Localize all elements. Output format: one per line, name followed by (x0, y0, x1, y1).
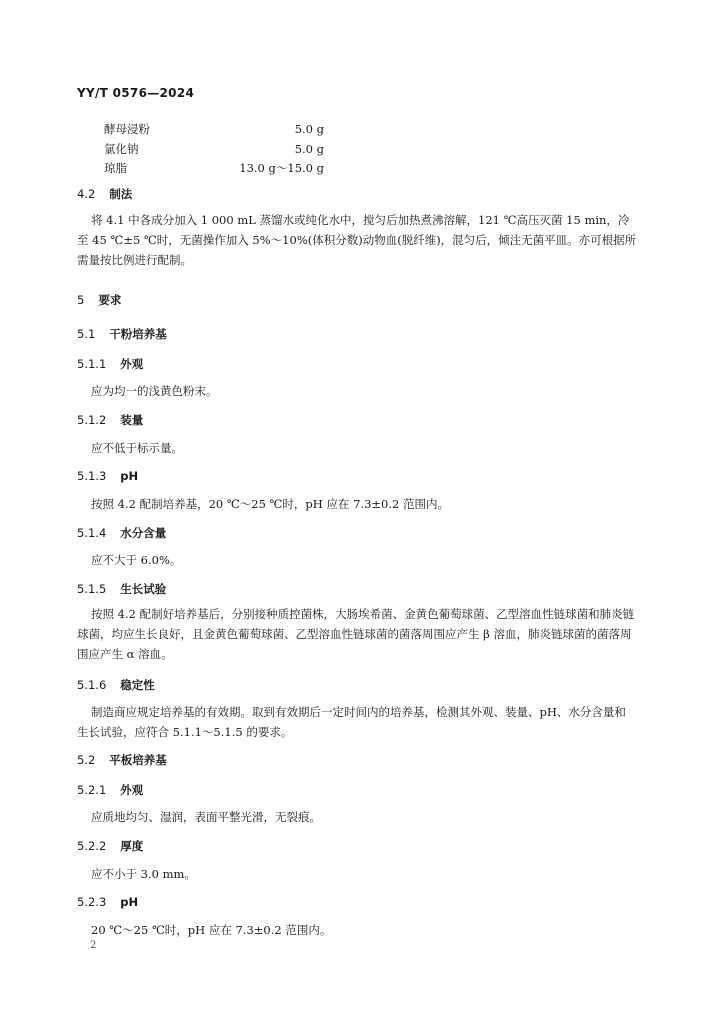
heading-5-1-3 (77, 469, 138, 483)
document-code: YY/T 0576—2024 (77, 86, 195, 100)
ingredient-row (104, 159, 324, 179)
heading-number: 5.2.2 (77, 839, 107, 853)
heading-5-2-3 (77, 895, 138, 909)
heading-number: 4.2 (77, 187, 96, 201)
paragraph-5-1-2: 应不低于标示量。 (91, 441, 183, 455)
heading-5-1 (77, 326, 167, 342)
heading-number: 5.1.1 (77, 357, 107, 371)
ingredient-amount: 5.0 g (294, 141, 324, 156)
ingredient-row (104, 140, 324, 160)
heading-5-1-6 (77, 677, 155, 693)
heading-number: 5.1.4 (77, 526, 107, 540)
heading-number: 5.2.1 (77, 783, 107, 797)
heading-title: 要求 (98, 293, 122, 307)
heading-title: 外观 (120, 783, 144, 797)
heading-5 (77, 292, 121, 308)
heading-5-1-4 (77, 525, 166, 541)
heading-number: 5.1 (77, 327, 96, 341)
ingredient-name: 酵母浸粉 (104, 122, 150, 136)
heading-title: 平板培养基 (109, 753, 167, 767)
heading-title: pH (120, 469, 139, 483)
heading-title: 生长试验 (120, 582, 167, 596)
ingredient-row (104, 120, 324, 140)
heading-number: 5 (77, 293, 85, 307)
heading-title: 制法 (109, 187, 133, 201)
heading-number: 5.2.3 (77, 895, 107, 909)
heading-number: 5.1.5 (77, 582, 107, 596)
heading-5-2 (77, 752, 167, 768)
page-number: 2 (90, 940, 97, 951)
heading-number: 5.1.2 (77, 413, 107, 427)
paragraph-5-1-3: 按照 4.2 配制培养基，20 ℃～25 ℃时，pH 应在 7.3±0.2 范围内。 (91, 497, 449, 511)
ingredient-list (104, 120, 324, 179)
heading-5-1-5 (77, 581, 166, 597)
heading-title: 厚度 (120, 839, 144, 853)
heading-5-1-2 (77, 412, 143, 428)
heading-5-1-1 (77, 356, 143, 372)
heading-title: 稳定性 (120, 678, 155, 692)
heading-title: 装量 (120, 413, 144, 427)
ingredient-amount: 13.0 g～15.0 g (239, 161, 324, 175)
paragraph-5-2-1: 应质地均匀、湿润，表面平整光滑，无裂痕。 (91, 810, 321, 824)
heading-number: 5.1.3 (77, 469, 107, 483)
heading-4-2 (77, 186, 132, 202)
paragraph-5-1-6: 制造商应规定培养基的有效期。取到有效期后一定时间内的培养基，检测其外观、装量、pH、水分含量和生长试验，应符合 5.1.1～5.1.5 的要求。 (77, 705, 626, 739)
paragraph-5-2-3: 20 ℃～25 ℃时，pH 应在 7.3±0.2 范围内。 (91, 923, 332, 937)
paragraph-5-1-4: 应不大于 6.0%。 (91, 553, 182, 567)
heading-number: 5.1.6 (77, 678, 107, 692)
heading-number: 5.2 (77, 753, 96, 767)
heading-5-2-1 (77, 782, 143, 798)
heading-title: 外观 (120, 357, 144, 371)
ingredient-name: 氯化钠 (104, 141, 139, 156)
heading-5-2-2 (77, 838, 143, 854)
paragraph-5-2-2: 应不小于 3.0 mm。 (91, 867, 196, 881)
paragraph-4-2: 将 4.1 中各成分加入 1 000 mL 蒸馏水或纯化水中，搅匀后加热煮沸溶解，121 ℃高压灭菌 15 min，冷至 45 ℃±5 ℃时，无菌操作加入 5%～10%(体积分数)动物血(脱纤维)，混匀后，倾注无菌平皿。亦可根据所需量按比例进行配制。 (77, 213, 637, 267)
heading-title: pH (120, 895, 139, 909)
ingredient-name: 琼脂 (104, 161, 127, 175)
heading-title: 水分含量 (120, 526, 167, 540)
paragraph-5-1-5: 按照 4.2 配制好培养基后，分别接种质控菌株，大肠埃希菌、金黄色葡萄球菌、乙型溶血性链球菌和肺炎链球菌，均应生长良好，且金黄色葡萄球菌、乙型溶血性链球菌的菌落周围应产生 β 溶血，肺炎链球菌的菌落周围应产生 α 溶血。 (77, 607, 635, 661)
ingredient-amount: 5.0 g (294, 122, 324, 136)
heading-title: 干粉培养基 (109, 327, 167, 341)
paragraph-5-1-1: 应为均一的浅黄色粉末。 (91, 384, 218, 398)
